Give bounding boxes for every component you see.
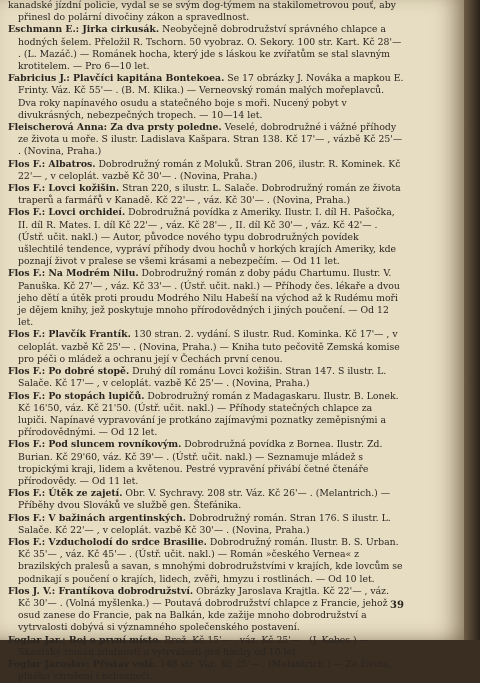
catalog-entry	[8, 329, 404, 366]
entry-text: Dobrodružná povídka z Bornea. Ilustr. Zd. Burian. Kč 29'60, váz. Kč 39'— . (Ústř. učit. nakl.) — Seznamuje mládež s tropickými kraji, lidem a květenou. Pestré vypravění přivábí četné čtenáře přírodovědy. — Od 11 let.	[18, 439, 383, 487]
entry-text: Dobrodružný román z doby pádu Chartumu. Ilustr. V. Panuška. Kč 27'— , váz. Kč 33'— . (Ústř. učit. nakl.) — Příhody čes. lékaře a dvou jeho dětí a útěk proti proudu Modrého Nilu Habeší na východ až k Rudému moři je dějem knihy, jež poskytuje mnoho přírodovědných i jiných poučení. — Od 12 let.	[18, 268, 400, 329]
entry-heading: Foglar Jar.: Boj o první místo.	[8, 634, 162, 646]
entry-heading: Flos F.: Vzducholodí do srdce Brasilie.	[8, 536, 207, 548]
entry-heading: Flos F.: Pod sluncem rovníkovým.	[8, 439, 182, 451]
catalog-entry	[8, 24, 404, 73]
book-spine-shadow	[464, 0, 480, 640]
catalog-entry	[8, 488, 404, 512]
entry-text: Druhý díl románu Lovci kožišin. Stran 147. S ilustr. L. Salače. Kč 17'— , v celoplát. vazbě Kč 25'— . (Novina, Praha.)	[18, 366, 387, 390]
entry-text: 148 str. Váz. Kč 25'— . (Melantrich.) — Ze života, plného vzrušení i nebezpečí.	[18, 658, 392, 683]
catalog-entries	[8, 0, 404, 683]
entry-heading: Eschmann E.: Jirka cirkusák.	[8, 24, 160, 36]
entry-text: Obrázky Jaroslava Krajtla. Kč 22'— , váz. Kč 30'— . (Volná myšlenka.) — Poutavá dobrodružství chlapce z Francie, jehož osud zanese do Francie, pak na Balkán, kde zažije mnoho dobrodružství a vytrvalosti dobývá si významného společenského postavení.	[18, 585, 390, 634]
entry-heading: Flos F.: Útěk ze zajetí.	[8, 488, 123, 500]
catalog-entry	[8, 73, 404, 122]
entry-text: Veselé, dobrodružné i vážné příhody ze života u moře. S ilustr. Ladislava Kašpara. Stran 138. Kč 17'— , vázbě Kč 25'— . (Novina, Praha.)	[18, 122, 403, 158]
entry-text: Obr. V. Sychravy. 208 str. Váz. Kč 26'— . (Melantrich.) — Příběhy dvou Slováků ve službě gen. Štefánika.	[18, 488, 391, 512]
catalog-entry	[8, 439, 404, 488]
entry-text: Dobrodružná povídka z Ameriky. Ilustr. I. díl H. Pašočka, II. díl R. Mates. I. díl Kč 22'— , váz. Kč 28'— , II. díl Kč 30'— , váz. Kč 42'— . (Ústř. učit. nakl.) — Autor, původce nového typu dobrodružných povídek ušlechtilé tendence, vypráví příhody dvou hochů v horkých krajích Ameriky, kde poznají život v pralese se všemi krásami a nebezpečím. — Od 11 let.	[18, 207, 397, 268]
entry-heading: Flos F.: Lovci orchideí.	[8, 207, 126, 219]
entry-heading: Flos F.: V bažinách argentinských.	[8, 512, 187, 524]
entry-text: 130 stran. 2. vydání. S ilustr. Rud. Kominka. Kč 17'— , v celoplát. vazbě Kč 25'— . (Novina, Praha.) — Kniha tuto pečovitě Zemská komise pro péči o mládež a ochranu její v Čechách první cenou.	[18, 329, 400, 365]
catalog-entry	[8, 635, 404, 659]
entry-heading: Flos J. V.: Frantíkova dobrodružství.	[8, 585, 194, 597]
catalog-entry	[8, 366, 404, 390]
entry-heading: Foglar Jaroslav: Přístav volá.	[8, 658, 157, 670]
catalog-entry	[8, 183, 404, 207]
entry-text: Dobrodružný román z Moluků. Stran 206, ilustr. R. Kominek. Kč 22'— , v celoplát. vazbě Kč 30'— . (Novina, Praha.)	[18, 158, 401, 182]
entry-heading: Flos F.: Na Modrém Nilu.	[8, 268, 139, 280]
entry-heading: Fabricius J.: Plavčíci kapitána Bontekoea.	[8, 73, 225, 85]
catalog-entry	[8, 513, 404, 537]
entry-text: Stran 220, s ilustr. L. Salače. Dobrodružný román ze života traperů a farmářů v Kanadě. Kč 22'— , váz. Kč 30'— . (Novina, Praha.)	[18, 183, 401, 207]
entry-text: Se 17 obrázky J. Nováka a mapkou E. Frinty. Váz. Kč 55'— . (B. M. Klika.) — Verneovský román malých mořeplavců. Dva roky napínavého osudu a statečného boje s moři. Nucený pobyt v divukrásných, nebezpečných tropech. — 10—14 let.	[18, 73, 404, 121]
catalog-entry	[8, 159, 404, 183]
entry-heading: Flos F.: Plavčík Frantík.	[8, 329, 131, 341]
entry-text: Neobyčejně dobrodružství správného chlapce a hodných šelem. Přeložil R. Tschorn. 50 vyobraz. O. Sekory. 100 str. Kart. Kč 28'— . (L. Mazáč.) — Románek hocha, který jde s láskou ke zvířatům se stal slavným krotitelem. — Pro 6—10 let.	[18, 24, 402, 73]
entry-text: Dobrodružný román. Ilustr. B. S. Urban. Kč 35'— , váz. Kč 45'— . (Ústř. učit. nakl.) — Román »českého Verneа« z brazilských pralesů a savan, s mnohými dobrodružstvími v krajích, kde lovcům se podnikají s poučení o krajích, lidech, zvěři, hmyzu i rostlinách. — Od 10 let.	[18, 536, 403, 585]
page-number: 39	[390, 600, 404, 611]
catalog-entry	[8, 659, 404, 683]
entry-heading: Flos F.: Po dobré stopě.	[8, 366, 130, 378]
catalog-entry	[8, 0, 404, 24]
catalog-entry	[8, 586, 404, 635]
entry-heading: Flos F.: Albatros.	[8, 158, 96, 170]
entry-heading: Flos F.: Po stopách lupičů.	[8, 390, 145, 402]
entry-heading: Flos F.: Lovci kožišin.	[8, 183, 120, 195]
catalog-entry	[8, 207, 404, 268]
catalog-entry	[8, 537, 404, 586]
entry-text: kanadské jízdní policie, vydal se se svým dog-týmem na stakilometrovou pouť, aby přinesl do polární divočiny zákon a spravedlnost.	[8, 0, 396, 24]
catalog-entry	[8, 122, 404, 159]
entry-text: Dobrodružný román. Stran 176. S ilustr. L. Salače. Kč 22'— , v celoplát. vazbě Kč 30'— . (Novina, Praha.)	[18, 512, 391, 536]
catalog-entry	[8, 391, 404, 440]
entry-text: Dobrodružný román z Madagaskaru. Ilustr. B. Lonek. Kč 16'50, váz. Kč 21'50. (Ústř. učit. nakl.) — Příhody statečných chlapce za lupiči. Napínavé vypravování je protkáno zajímavými poznatky zeměpisnými a přírodovědnými. — Od 12 let.	[18, 390, 399, 439]
entry-text: Brož. Kč 15'— , váz. Kč 25'— . (J. Kobes.) — Skautský román zdatnosti a vytrvalosti pro hochy od 10 let.	[18, 634, 369, 658]
entry-heading: Fleischerová Anna: Za dva prsty poledne.	[8, 122, 222, 134]
catalog-entry	[8, 268, 404, 329]
